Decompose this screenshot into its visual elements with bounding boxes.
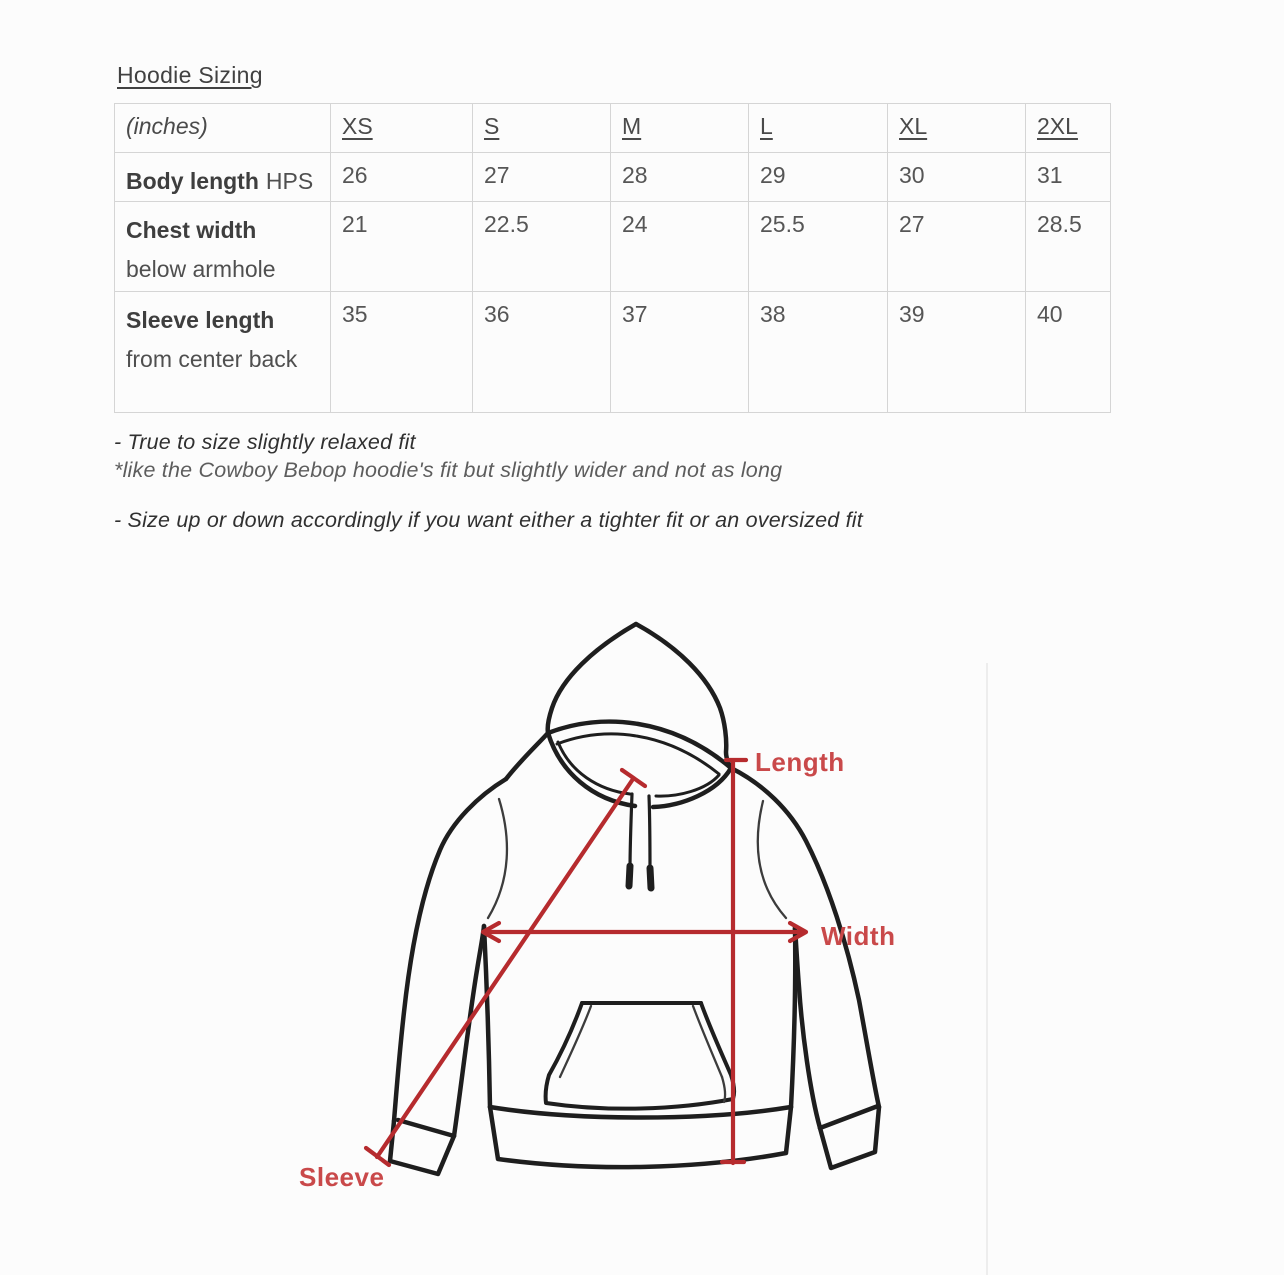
size-header-m: M — [611, 104, 749, 153]
value-cell: 27 — [888, 202, 1026, 292]
row-label-chest-width: Chest width below armhole — [115, 202, 331, 292]
size-header-s: S — [473, 104, 611, 153]
value-cell: 35 — [331, 292, 473, 413]
size-header-l: L — [749, 104, 888, 153]
value-cell: 38 — [749, 292, 888, 413]
value-cell: 36 — [473, 292, 611, 413]
drawstring-aglet — [629, 866, 630, 886]
value-cell: 25.5 — [749, 202, 888, 292]
row-label-body-length: Body length HPS — [115, 153, 331, 202]
width-label: Width — [821, 921, 896, 951]
length-measure-line — [722, 760, 746, 1163]
value-cell: 21 — [331, 202, 473, 292]
hoodie-drawstrings — [629, 794, 651, 888]
value-cell: 24 — [611, 202, 749, 292]
value-cell: 40 — [1026, 292, 1111, 413]
value-cell: 37 — [611, 292, 749, 413]
unit-header-cell: (inches) — [115, 104, 331, 153]
size-header-xl: XL — [888, 104, 1026, 153]
hoodie-kangaroo-pocket — [546, 1003, 734, 1109]
sleeve-label: Sleeve — [299, 1162, 385, 1192]
size-header-2xl: 2XL — [1026, 104, 1111, 153]
page-title: Hoodie Sizing — [117, 62, 263, 88]
value-cell: 39 — [888, 292, 1026, 413]
value-cell: 28 — [611, 153, 749, 202]
value-cell: 27 — [473, 153, 611, 202]
value-cell: 30 — [888, 153, 1026, 202]
hoodie-body — [484, 926, 795, 1167]
value-cell: 28.5 — [1026, 202, 1111, 292]
fit-note-3: - Size up or down accordingly if you want either a tighter fit or an oversized fit — [114, 508, 863, 532]
hoodie-right-sleeve — [731, 768, 879, 1168]
row-label-sleeve-length: Sleeve length from center back — [115, 292, 331, 413]
fit-note-2: *like the Cowboy Bebop hoodie's fit but slightly wider and not as long — [114, 458, 783, 482]
drawstring-aglet — [650, 868, 651, 888]
hoodie-hood — [506, 624, 731, 807]
value-cell: 31 — [1026, 153, 1111, 202]
fit-note-1: - True to size slightly relaxed fit — [114, 430, 416, 454]
size-header-xs: XS — [331, 104, 473, 153]
length-label: Length — [755, 747, 845, 777]
value-cell: 29 — [749, 153, 888, 202]
value-cell: 26 — [331, 153, 473, 202]
value-cell: 22.5 — [473, 202, 611, 292]
